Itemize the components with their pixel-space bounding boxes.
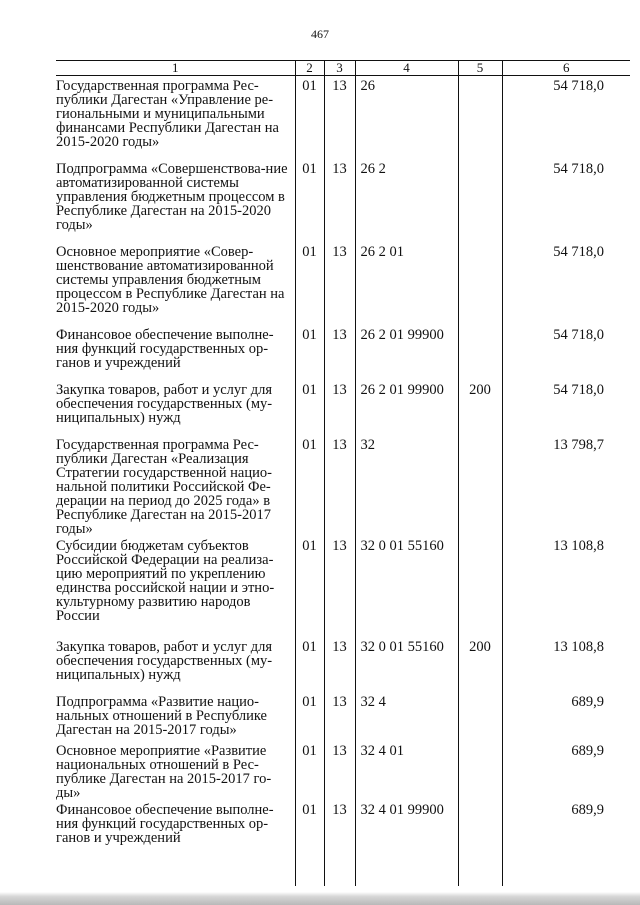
table-row bbox=[56, 435, 630, 536]
row-amount: 689,9 bbox=[502, 692, 630, 741]
row-name: Основное мероприятие «Развитие национальных отношений в Рес-публике Дагестан на 2015-2017 го-ды» bbox=[56, 743, 272, 801]
table-row bbox=[56, 692, 630, 741]
table-row bbox=[56, 637, 630, 692]
header-col-1: 1 bbox=[56, 61, 295, 76]
row-name: Государственная программа Рес-публики Дагестан «Реализация Стратегии государственной нацио-нальной политики Российской Фе-дерации на период до 2025 года» в Республике Дагестан на 2015-2017 годы» bbox=[56, 437, 272, 537]
continuation-cell bbox=[355, 855, 458, 886]
row-vr bbox=[458, 76, 502, 160]
row-csr: 26 2 01 99900 bbox=[355, 380, 458, 435]
row-amount: 54 718,0 bbox=[502, 76, 630, 160]
row-csr: 32 bbox=[355, 435, 458, 536]
row-rz: 01 bbox=[295, 741, 324, 800]
row-name: Финансовое обеспечение выполне-ния функций государственных ор-ганов и учреждений bbox=[56, 802, 274, 846]
budget-table bbox=[56, 60, 630, 886]
row-pr: 13 bbox=[324, 800, 355, 855]
continuation-cell bbox=[458, 855, 502, 886]
row-csr: 26 bbox=[355, 76, 458, 160]
row-csr: 26 2 01 99900 bbox=[355, 325, 458, 380]
row-name: Подпрограмма «Совершенствова-ние автоматизированной системы управления бюджетным процессом в Республике Дагестан на 2015-2020 годы» bbox=[56, 161, 288, 233]
row-csr: 32 4 bbox=[355, 692, 458, 741]
row-amount: 13 798,7 bbox=[502, 435, 630, 536]
row-rz: 01 bbox=[295, 637, 324, 692]
continuation-cell bbox=[502, 855, 630, 886]
row-vr bbox=[458, 692, 502, 741]
row-amount: 13 108,8 bbox=[502, 637, 630, 692]
row-vr bbox=[458, 800, 502, 855]
row-rz: 01 bbox=[295, 76, 324, 160]
table-row bbox=[56, 242, 630, 325]
row-name: Субсидии бюджетам субъектов Российской Федерации на реализа-цию мероприятий по укреплению единства российской нации и этно-культурному развитию народов России bbox=[56, 538, 275, 624]
row-rz: 01 bbox=[295, 435, 324, 536]
header-col-4: 4 bbox=[355, 61, 458, 76]
row-csr: 26 2 01 bbox=[355, 242, 458, 325]
row-name: Закупка товаров, работ и услуг для обеспечения государственных (му-ниципальных) нужд bbox=[56, 639, 273, 683]
row-name: Основное мероприятие «Совер-шенствование автоматизированной системы управления бюджетным процессом в Республике Дагестан на 2015-2020 годы» bbox=[56, 244, 285, 316]
row-rz: 01 bbox=[295, 536, 324, 637]
row-csr: 32 0 01 55160 bbox=[355, 637, 458, 692]
row-vr bbox=[458, 536, 502, 637]
header-row bbox=[56, 61, 630, 76]
table-row bbox=[56, 325, 630, 380]
row-pr: 13 bbox=[324, 242, 355, 325]
row-csr: 26 2 bbox=[355, 159, 458, 242]
header-col-2: 2 bbox=[295, 61, 324, 76]
row-pr: 13 bbox=[324, 536, 355, 637]
header-col-3: 3 bbox=[324, 61, 355, 76]
row-amount: 689,9 bbox=[502, 741, 630, 800]
row-csr: 32 0 01 55160 bbox=[355, 536, 458, 637]
row-amount: 54 718,0 bbox=[502, 380, 630, 435]
row-vr: 200 bbox=[458, 380, 502, 435]
page-number: 467 bbox=[311, 27, 329, 41]
row-csr: 32 4 01 99900 bbox=[355, 800, 458, 855]
row-vr: 200 bbox=[458, 637, 502, 692]
header-col-5: 5 bbox=[458, 61, 502, 76]
table-continuation bbox=[56, 855, 630, 886]
row-pr: 13 bbox=[324, 637, 355, 692]
row-pr: 13 bbox=[324, 692, 355, 741]
row-pr: 13 bbox=[324, 741, 355, 800]
continuation-cell bbox=[324, 855, 355, 886]
row-vr bbox=[458, 435, 502, 536]
row-name: Подпрограмма «Развитие нацио-нальных отношений в Республике Дагестан на 2015-2017 годы» bbox=[56, 694, 267, 738]
row-pr: 13 bbox=[324, 159, 355, 242]
row-pr: 13 bbox=[324, 435, 355, 536]
row-rz: 01 bbox=[295, 325, 324, 380]
row-rz: 01 bbox=[295, 380, 324, 435]
table-row bbox=[56, 380, 630, 435]
row-amount: 54 718,0 bbox=[502, 325, 630, 380]
header-col-6: 6 bbox=[502, 61, 630, 76]
row-pr: 13 bbox=[324, 380, 355, 435]
table-row bbox=[56, 741, 630, 800]
row-amount: 54 718,0 bbox=[502, 242, 630, 325]
row-rz: 01 bbox=[295, 692, 324, 741]
row-name: Финансовое обеспечение выполне-ния функций государственных ор-ганов и учреждений bbox=[56, 327, 274, 371]
row-rz: 01 bbox=[295, 159, 324, 242]
continuation-cell bbox=[56, 855, 295, 886]
row-rz: 01 bbox=[295, 242, 324, 325]
row-amount: 689,9 bbox=[502, 800, 630, 855]
table-row bbox=[56, 159, 630, 242]
row-pr: 13 bbox=[324, 76, 355, 160]
row-vr bbox=[458, 159, 502, 242]
scan-edge bbox=[0, 892, 640, 905]
row-amount: 13 108,8 bbox=[502, 536, 630, 637]
continuation-cell bbox=[295, 855, 324, 886]
table-row bbox=[56, 800, 630, 855]
row-vr bbox=[458, 242, 502, 325]
row-rz: 01 bbox=[295, 800, 324, 855]
row-vr bbox=[458, 325, 502, 380]
row-pr: 13 bbox=[324, 325, 355, 380]
table-row bbox=[56, 536, 630, 637]
row-name: Государственная программа Рес-публики Дагестан «Управление ре-гиональными и муниципальными финансами Республики Дагестан на 2015-2020 годы» bbox=[56, 78, 279, 150]
row-csr: 32 4 01 bbox=[355, 741, 458, 800]
row-vr bbox=[458, 741, 502, 800]
row-amount: 54 718,0 bbox=[502, 159, 630, 242]
row-name: Закупка товаров, работ и услуг для обеспечения государственных (му-ниципальных) нужд bbox=[56, 382, 273, 426]
table-row bbox=[56, 76, 630, 160]
